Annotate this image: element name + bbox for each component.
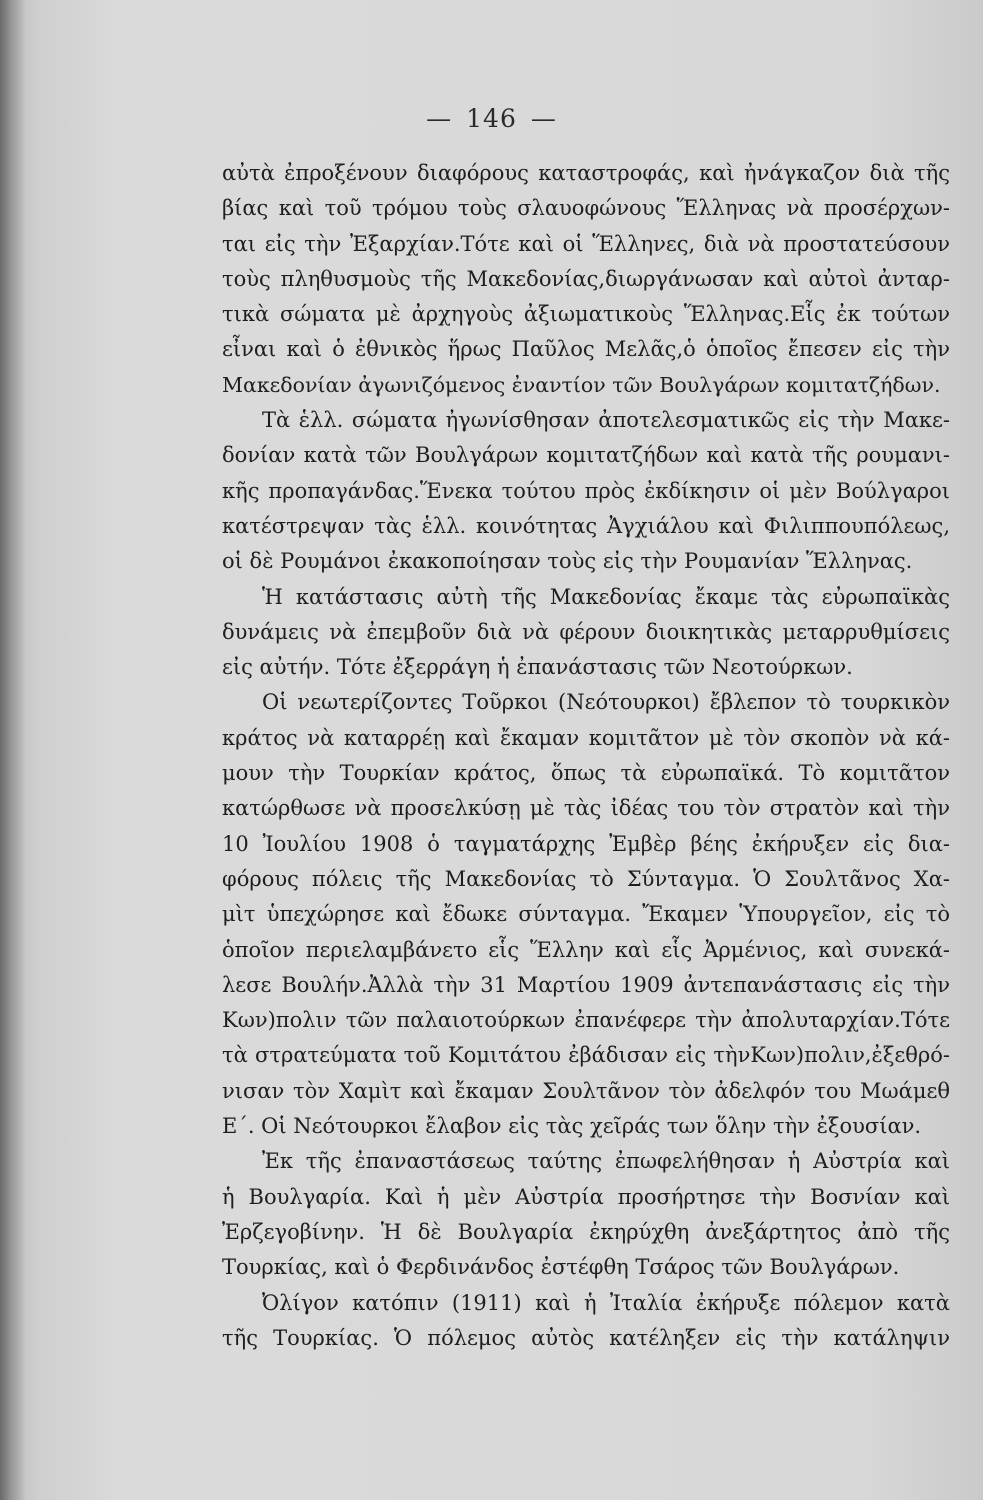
text-line: αὐτὰ ἐπροξένουν διαφόρους καταστροφάς, καὶ ἠνάγκαζον διὰ τῆς — [222, 161, 950, 185]
body-text — [222, 156, 950, 1356]
text-line: Ἡ κατάστασις αὐτὴ τῆς Μακεδονίας ἔκαμε τὰς εὐρωπαϊκὰς — [262, 584, 950, 609]
text-line: κράτος νὰ καταρρέῃ καὶ ἔκαμαν κομιτᾶτον μὲ τὸν σκοπὸν νὰ κά- — [222, 725, 950, 750]
text-line: μὶτ ὑπεχώρησε καὶ ἔδωκε σύνταγμα. Ἔκαμεν Ὑπουργεῖον, εἰς τὸ — [222, 902, 950, 927]
text-line: ὁποῖον περιελαμβάνετο εἷς Ἕλλην καὶ εἷς Ἀρμένιος, καὶ συνεκά- — [222, 937, 950, 962]
text-line: Τὰ ἑλλ. σώματα ἠγωνίσθησαν ἀποτελεσματικῶς εἰς τὴν Μακε- — [262, 408, 950, 433]
text-line: εἰς αὐτήν. Τότε ἐξερράγη ἡ ἐπανάστασις τῶν Νεοτούρκων. — [222, 655, 853, 680]
text-line: νισαν τὸν Χαμὶτ καὶ ἔκαμαν Σουλτᾶνον τὸν ἀδελφόν του Μωάμεθ — [222, 1078, 950, 1103]
text-line: λεσε Βουλήν.Ἀλλὰ τὴν 31 Μαρτίου 1909 ἀντεπανάστασις εἰς τὴν — [222, 972, 950, 997]
text-line: οἱ δὲ Ρουμάνοι ἐκακοποίησαν τοὺς εἰς τὴν Ρουμανίαν Ἕλληνας. — [222, 549, 913, 574]
text-line: 10 Ἰουλίου 1908 ὁ ταγματάρχης Ἐμβὲρ βέης ἐκήρυξεν εἰς δια- — [222, 831, 950, 856]
text-line: δονίαν κατὰ τῶν Βουλγάρων κομιτατζήδων καὶ κατὰ τῆς ρουμανι- — [222, 443, 950, 468]
text-line: τικὰ σώματα μὲ ἀρχηγοὺς ἀξιωματικοὺς Ἕλληνας.Εἷς ἐκ τούτων — [222, 302, 950, 327]
page-number: 146 — [466, 104, 517, 133]
text-line: δυνάμεις νὰ ἐπεμβοῦν διὰ νὰ φέρουν διοικητικὰς μεταρρυθμίσεις — [222, 619, 950, 644]
text-line: Οἱ νεωτερίζοντες Τοῦρκοι (Νεότουρκοι) ἔβλεπον τὸ τουρκικὸν — [262, 690, 950, 715]
text-line: βίας καὶ τοῦ τρόμου τοὺς σλαυοφώνους Ἕλληνας νὰ προσέρχων- — [222, 196, 950, 221]
text-line: Ε΄. Οἱ Νεότουρκοι ἔλαβον εἰς τὰς χεῖράς των ὅλην τὴν ἐξουσίαν. — [222, 1114, 922, 1139]
text-line: τοὺς πληθυσμοὺς τῆς Μακεδονίας,διωργάνωσαν καὶ αὐτοὶ ἀνταρ- — [222, 266, 950, 291]
text-line: Ἐκ τῆς ἐπαναστάσεως ταύτης ἐπωφελήθησαν ἡ Αὐστρία καὶ — [262, 1149, 950, 1174]
text-line: κατέστρεψαν τὰς ἑλλ. κοινότητας Ἀγχιάλου καὶ Φιλιππουπόλεως, — [222, 513, 950, 538]
text-line: μουν τὴν Τουρκίαν κράτος, ὅπως τὰ εὐρωπαϊκά. Τὸ κομιτᾶτον — [222, 761, 950, 786]
text-line: φόρους πόλεις τῆς Μακεδονίας τὸ Σύνταγμα. Ὁ Σουλτᾶνος Χα- — [222, 866, 950, 891]
text-line: ἡ Βουλγαρία. Καὶ ἡ μὲν Αὐστρία προσήρτησε τὴν Βοσνίαν καὶ — [222, 1184, 950, 1209]
text-line: τῆς Τουρκίας. Ὁ πόλεμος αὐτὸς κατέληξεν εἰς τὴν κατάληψιν — [222, 1325, 950, 1350]
text-line: κατώρθωσε νὰ προσελκύσῃ μὲ τὰς ἰδέας του τὸν στρατὸν καὶ τὴν — [222, 796, 950, 821]
text-line: εἶναι καὶ ὁ ἐθνικὸς ἥρως Παῦλος Μελᾶς,ὁ ὁποῖος ἔπεσεν εἰς τὴν — [222, 337, 950, 362]
text-line: τὰ στρατεύματα τοῦ Κομιτάτου ἐβάδισαν εἰς τὴνΚων)πολιν,ἐξεθρό- — [222, 1043, 950, 1068]
page-number-dash-left: — — [426, 104, 453, 133]
page-number-header — [0, 104, 983, 133]
page-number-dash-right: — — [530, 104, 557, 133]
text-line: ται εἰς τὴν Ἐξαρχίαν.Τότε καὶ οἱ Ἕλληνες, διὰ νὰ προστατεύσουν — [222, 231, 950, 256]
text-line: Ἐρζεγοβίνην. Ἡ δὲ Βουλγαρία ἐκηρύχθη ἀνεξάρτητος ἀπὸ τῆς — [222, 1219, 950, 1244]
binding-shadow — [0, 0, 26, 1500]
text-line: Μακεδονίαν ἀγωνιζόμενος ἐναντίον τῶν Βουλγάρων κομιτατζήδων. — [222, 372, 941, 397]
text-line: Ὀλίγον κατόπιν (1911) καὶ ἡ Ἰταλία ἐκήρυξε πόλεμον κατὰ — [262, 1290, 950, 1315]
text-line: κῆς προπαγάνδας.Ἕνεκα τούτου πρὸς ἐκδίκησιν οἱ μὲν Βούλγαροι — [222, 478, 950, 503]
text-line: Τουρκίας, καὶ ὁ Φερδινάνδος ἐστέφθη Τσάρος τῶν Βουλγάρων. — [222, 1255, 900, 1280]
text-line: Κων)πολιν τῶν παλαιοτούρκων ἐπανέφερε τὴν ἀπολυταρχίαν.Τότε — [222, 1008, 950, 1033]
